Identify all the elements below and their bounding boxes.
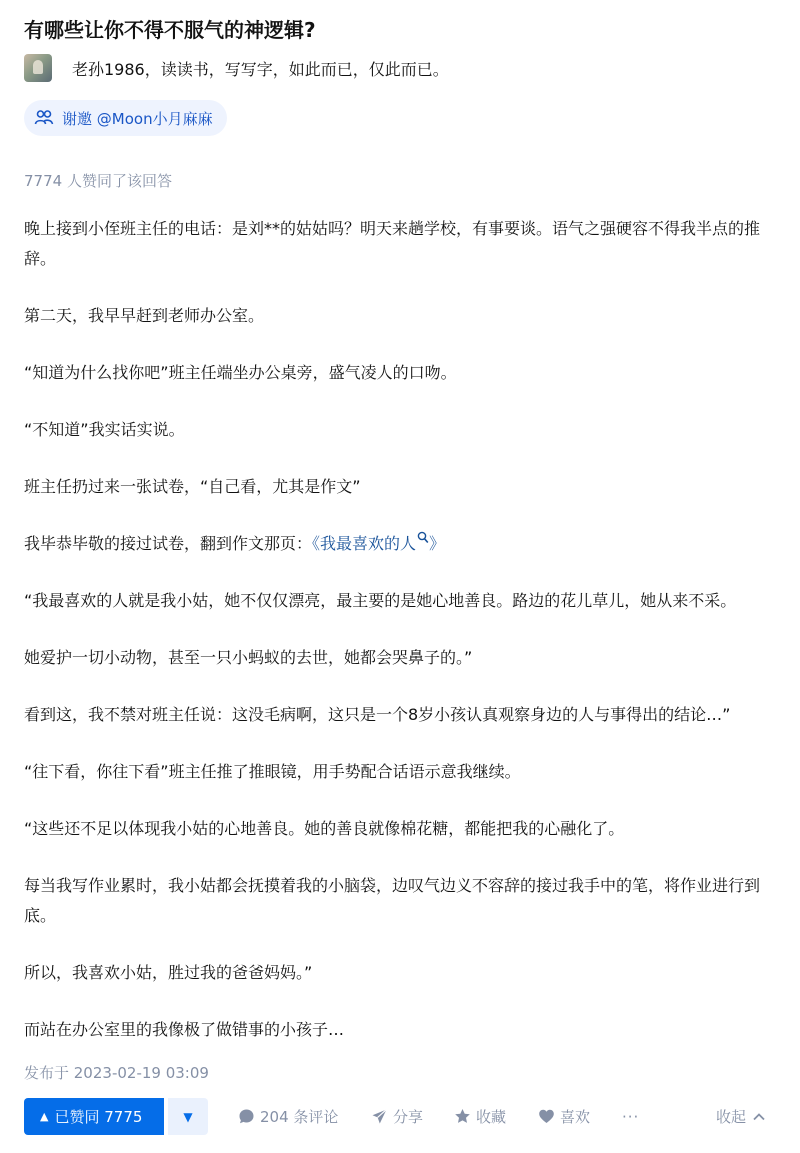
answer-paragraph: “不知道”我实话实说。 — [24, 420, 185, 439]
favorite-label: 收藏 — [476, 1108, 507, 1126]
essay-link-close: 》 — [429, 534, 446, 553]
answer-paragraph: 晚上接到小侄班主任的电话：是刘**的姑姑吗？明天来趟学校，有事要谈。语气之强硬容不得我半点的推辞。 — [24, 219, 761, 268]
invite-people-icon — [34, 108, 54, 128]
essay-link-text: 《我最喜欢的人 — [312, 534, 417, 553]
answer-paragraph-text: 我毕恭毕敬的接过试卷，翻到作文那页： — [24, 534, 313, 553]
downvote-button[interactable] — [168, 1098, 208, 1135]
share-label: 分享 — [393, 1108, 424, 1126]
triangle-up-icon: ▲ — [40, 1110, 49, 1123]
answer-paragraph: 所以，我喜欢小姑，胜过我的爸爸妈妈。” — [24, 963, 313, 982]
answer-paragraph: “我最喜欢的人就是我小姑，她不仅仅漂亮，最主要的是她心地善良。路边的花儿草儿，她从来不采。 — [24, 591, 737, 610]
answer-paragraph: “知道为什么找你吧”班主任端坐办公桌旁，盛气凌人的口吻。 — [24, 363, 457, 382]
question-title[interactable]: 有哪些让你不得不服气的神逻辑? — [24, 18, 316, 42]
answer-content — [24, 214, 774, 1072]
comment-label: 204 条评论 — [260, 1108, 339, 1126]
upvote-button[interactable] — [24, 1098, 164, 1135]
author-info — [24, 54, 449, 82]
author-bio: 读读书，写写字，如此而已，仅此而已。 — [160, 59, 449, 79]
answer-paragraph: 班主任扔过来一张试卷，“自己看，尤其是作文” — [24, 477, 361, 496]
answer-paragraph: 看到这，我不禁对班主任说：这没毛病啊，这只是一个8岁小孩认真观察身边的人与事得出的结论…” — [24, 705, 731, 724]
essay-search-link[interactable] — [312, 534, 445, 553]
avatar[interactable] — [24, 54, 52, 82]
answer-paragraph-with-link — [24, 529, 774, 559]
answer-paragraph: “这些还不足以体现我小姑的心地善良。她的善良就像棉花糖，都能把我的心融化了。 — [24, 819, 625, 838]
more-button[interactable] — [622, 1098, 639, 1135]
author-separator: ， — [144, 59, 161, 79]
share-button[interactable] — [371, 1098, 423, 1135]
invite-chip[interactable] — [24, 100, 227, 136]
answer-paragraph: “往下看，你往下看”班主任推了推眼镜，用手势配合话语示意我继续。 — [24, 762, 521, 781]
answer-paragraph: 她爱护一切小动物，甚至一只小蚂蚁的去世，她都会哭鼻子的。” — [24, 648, 473, 667]
invite-text: 谢邀 @Moon小月麻麻 — [62, 109, 213, 128]
answer-paragraph: 而站在办公室里的我像极了做错事的小孩子… — [24, 1020, 345, 1039]
search-icon — [417, 531, 429, 545]
answer-paragraph: 第二天，我早早赶到老师办公室。 — [24, 306, 265, 325]
collapse-label: 收起 — [716, 1108, 747, 1126]
action-bar — [0, 1098, 800, 1138]
chevron-up-icon — [752, 1110, 766, 1124]
upvote-label: 已赞同 7775 — [54, 1108, 143, 1126]
author-name[interactable]: 老孙1986 — [72, 59, 145, 79]
vote-summary: 7774 人赞同了该回答 — [24, 172, 172, 190]
like-button[interactable] — [538, 1098, 590, 1135]
heart-icon — [538, 1108, 555, 1125]
star-icon — [454, 1108, 471, 1125]
comment-icon — [238, 1108, 255, 1125]
share-icon — [371, 1108, 388, 1125]
triangle-down-icon: ▼ — [183, 1109, 193, 1124]
comment-button[interactable] — [238, 1098, 338, 1135]
more-icon: ··· — [622, 1107, 640, 1126]
collapse-button[interactable] — [716, 1098, 766, 1135]
answer-paragraph: 每当我写作业累时，我小姑都会抚摸着我的小脑袋，边叹气边义不容辞的接过我手中的笔，将作业进行到底。 — [24, 876, 761, 925]
publish-time[interactable]: 发布于 2023-02-19 03:09 — [24, 1064, 209, 1082]
like-label: 喜欢 — [560, 1108, 591, 1126]
favorite-button[interactable] — [454, 1098, 506, 1135]
